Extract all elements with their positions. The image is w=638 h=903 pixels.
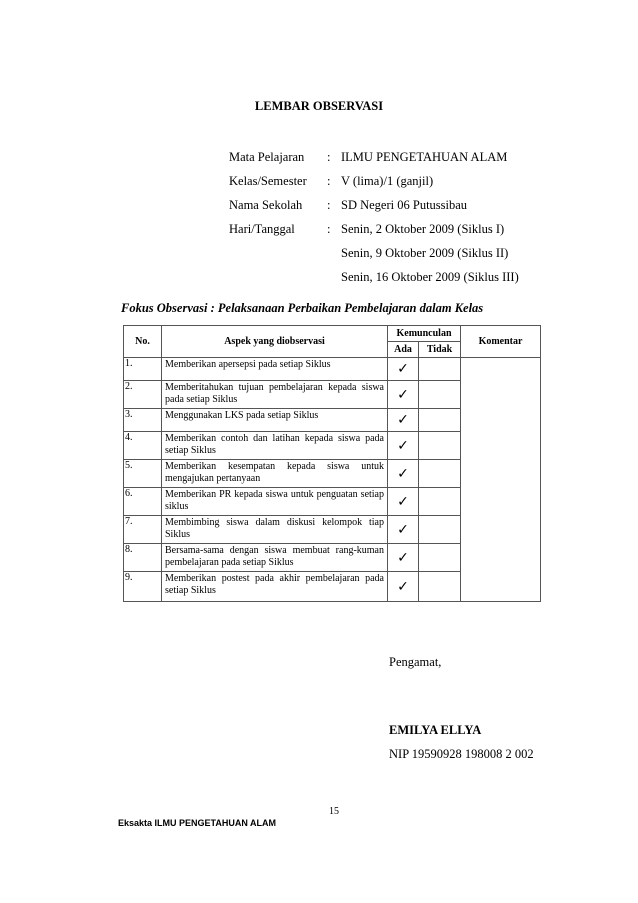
page-number: 15 — [329, 806, 339, 817]
signature-name: EMILYA ELLYA — [389, 723, 482, 737]
signature-role: Pengamat, — [389, 655, 442, 669]
check-ada-icon: ✓ — [388, 381, 419, 409]
row-aspek: Bersama-sama dengan siswa membuat rang-kuman pembelajaran pada setiap Siklus — [162, 544, 388, 572]
signature-nip: NIP 19590928 198008 2 002 — [389, 747, 534, 761]
cell-tidak — [419, 544, 461, 572]
row-number: 1. — [124, 358, 162, 381]
info-colon: : — [327, 222, 331, 236]
check-ada-icon: ✓ — [388, 432, 419, 460]
cell-tidak — [419, 488, 461, 516]
check-ada-icon: ✓ — [388, 572, 419, 602]
cell-komentar — [461, 358, 541, 602]
row-aspek: Memberitahukan tujuan pembelajaran kepada siswa pada setiap Siklus — [162, 381, 388, 409]
observation-table — [123, 325, 541, 602]
row-aspek: Memberikan contoh dan latihan kepada siswa pada setiap Siklus — [162, 432, 388, 460]
info-label-hari-tanggal: Hari/Tanggal — [229, 222, 295, 236]
row-aspek: Memberikan postest pada akhir pembelajaran pada setiap Siklus — [162, 572, 388, 602]
header-ada: Ada — [388, 342, 419, 358]
check-ada-icon: ✓ — [388, 544, 419, 572]
cell-tidak — [419, 358, 461, 381]
cell-tidak — [419, 409, 461, 432]
row-number: 3. — [124, 409, 162, 432]
row-number: 4. — [124, 432, 162, 460]
info-label-mata-pelajaran: Mata Pelajaran — [229, 150, 305, 164]
header-komentar: Komentar — [461, 326, 541, 358]
info-value-tanggal-3: Senin, 16 Oktober 2009 (Siklus III) — [341, 270, 519, 284]
footer-text: Eksakta ILMU PENGETAHUAN ALAM — [118, 818, 277, 828]
row-aspek: Membimbing siswa dalam diskusi kelompok tiap Siklus — [162, 516, 388, 544]
cell-tidak — [419, 516, 461, 544]
row-number: 9. — [124, 572, 162, 602]
check-ada-icon: ✓ — [388, 460, 419, 488]
info-value-mata-pelajaran: ILMU PENGETAHUAN ALAM — [341, 150, 508, 164]
row-number: 5. — [124, 460, 162, 488]
focus-heading: Fokus Observasi : Pelaksanaan Perbaikan Pembelajaran dalam Kelas — [121, 301, 484, 315]
row-aspek: Memberikan kesempatan kepada siswa untuk mengajukan pertanyaan — [162, 460, 388, 488]
header-kemunculan: Kemunculan — [388, 326, 461, 342]
info-value-nama-sekolah: SD Negeri 06 Putussibau — [341, 198, 468, 212]
check-ada-icon: ✓ — [388, 409, 419, 432]
info-value-tanggal-2: Senin, 9 Oktober 2009 (Siklus II) — [341, 246, 509, 260]
cell-tidak — [419, 381, 461, 409]
row-number: 8. — [124, 544, 162, 572]
row-aspek: Memberikan PR kepada siswa untuk penguatan setiap siklus — [162, 488, 388, 516]
info-label-kelas-semester: Kelas/Semester — [229, 174, 307, 188]
cell-tidak — [419, 572, 461, 602]
info-colon: : — [327, 174, 331, 188]
row-number: 6. — [124, 488, 162, 516]
info-label-nama-sekolah: Nama Sekolah — [229, 198, 303, 212]
page-title: LEMBAR OBSERVASI — [254, 99, 384, 113]
cell-tidak — [419, 432, 461, 460]
header-no: No. — [124, 326, 162, 358]
info-value-kelas-semester: V (lima)/1 (ganjil) — [341, 174, 434, 188]
info-colon: : — [327, 150, 331, 164]
table-row — [124, 358, 541, 381]
info-colon: : — [327, 198, 331, 212]
header-aspek: Aspek yang diobservasi — [162, 326, 388, 358]
header-tidak: Tidak — [419, 342, 461, 358]
row-number: 7. — [124, 516, 162, 544]
row-number: 2. — [124, 381, 162, 409]
row-aspek: Menggunakan LKS pada setiap Siklus — [162, 409, 388, 432]
check-ada-icon: ✓ — [388, 488, 419, 516]
row-aspek: Memberikan apersepsi pada setiap Siklus — [162, 358, 388, 381]
check-ada-icon: ✓ — [388, 358, 419, 381]
check-ada-icon: ✓ — [388, 516, 419, 544]
cell-tidak — [419, 460, 461, 488]
info-value-hari-tanggal: Senin, 2 Oktober 2009 (Siklus I) — [341, 222, 505, 236]
